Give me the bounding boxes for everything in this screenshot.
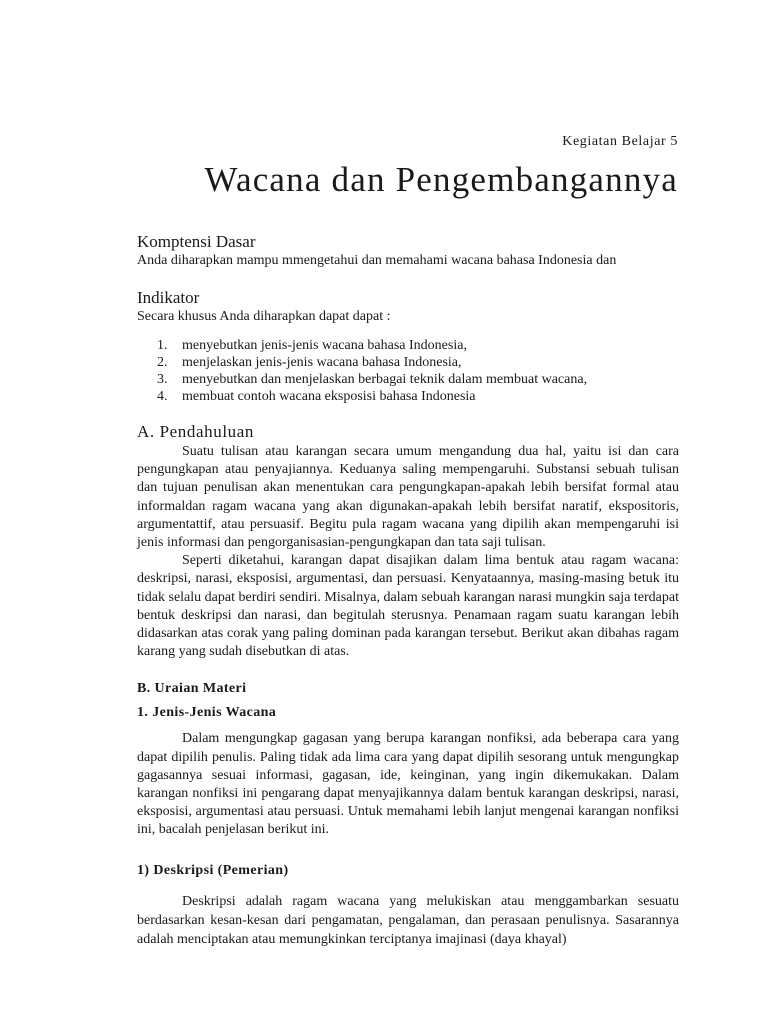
indikator-intro: Secara khusus Anda diharapkan dapat dapat : (137, 309, 391, 324)
list-item (137, 354, 679, 371)
kegiatan-label: Kegiatan Belajar 5 (562, 134, 678, 149)
list-number: 2. (157, 355, 168, 370)
list-text: membuat contoh wacana eksposisi bahasa Indonesia (182, 389, 476, 404)
pendahuluan-heading: A. Pendahuluan (137, 422, 254, 441)
list-text: menjelaskan jenis-jenis wacana bahasa Indonesia, (182, 355, 462, 370)
document-body (137, 232, 679, 949)
pendahuluan-paragraph-2: Seperti diketahui, karangan dapat disajikan dalam lima bentuk atau ragam wacana: deskripsi, narasi, eksposisi, argumentasi, dan persuasi. Kenyataannya, masing-masing betuk itu tidak selalu dapat berdiri sendiri. Misalnya, dalam sebuah karangan narasi mungkin saja terdapat bentuk deskripsi dan narasi, dan begitulah sterusnya. Penamaan ragam suatu karangan lebih didasarkan atas corak yang paling dominan pada karangan tersebut. Berikut akan dibahas ragam karang yang sudah disebutkan di atas. (137, 553, 679, 660)
list-item (137, 388, 679, 405)
list-item (137, 337, 679, 354)
deskripsi-paragraph-1: Deskripsi adalah ragam wacana yang melukiskan atau menggambarkan sesuatu berdasarkan kesan-kesan dari pengamatan, pengalaman, dan perasaan penulisnya. Sasarannya adalah menciptakan atau memungkinkan terciptanya imajinasi (daya khayal) (137, 893, 679, 947)
list-number: 3. (157, 372, 168, 387)
list-item (137, 371, 679, 388)
list-text: menyebutkan dan menjelaskan berbagai teknik dalam membuat wacana, (182, 372, 588, 387)
uraian-paragraph-1: Dalam mengungkap gagasan yang berupa karangan nonfiksi, ada beberapa cara yang dapat dipilih penulis. Paling tidak ada lima cara yang dapat dipilih sesorang untuk mengungkap gagasannya sesuai informasi, gagasan, ide, keinginan, yang ingin dikemukakan. Dalam karangan nonfiksi ini pengarang dapat menyajikannya dalam bentuk karangan deskripsi, narasi, eksposisi, argumentasi atau persuasi. Untuk memahami lebih lanjut mengenai karangan nonfiksi ini, bacalah penjelasan berikut ini. (137, 731, 679, 838)
list-number: 4. (157, 389, 168, 404)
indikator-list (137, 337, 679, 405)
jenis-wacana-heading: 1. Jenis-Jenis Wacana (137, 705, 277, 721)
page-title: Wacana dan Pengembangannya (204, 160, 678, 199)
uraian-heading: B. Uraian Materi (137, 681, 247, 697)
kompetensi-heading: Komptensi Dasar (137, 232, 256, 251)
list-text: menyebutkan jenis-jenis wacana bahasa Indonesia, (182, 338, 467, 353)
indikator-heading: Indikator (137, 288, 200, 307)
kompetensi-text: Anda diharapkan mampu mmengetahui dan memahami wacana bahasa Indonesia dan (137, 253, 617, 268)
pendahuluan-paragraph-1: Suatu tulisan atau karangan secara umum mengandung dua hal, yaitu isi dan cara pengungkapan atau penyajiannya. Keduanya saling mempengaruhi. Substansi sebuah tulisan dan tujuan penulisan akan menentukan cara pengungkapan-apakah lebih bersifat formal atau informaldan ragam wacana yang akan digunakan-apakah lebih bersifat naratif, ekspositoris, argumentattif, atau persuasif. Begitu pula ragam wacana yang dipilih akan mempengaruhi isi jenis informasi dan pengorganisasian-pengungkapan dan tata saji tulisan. (137, 444, 679, 551)
deskripsi-heading: 1) Deskripsi (Pemerian) (137, 862, 289, 878)
list-number: 1. (157, 338, 168, 353)
